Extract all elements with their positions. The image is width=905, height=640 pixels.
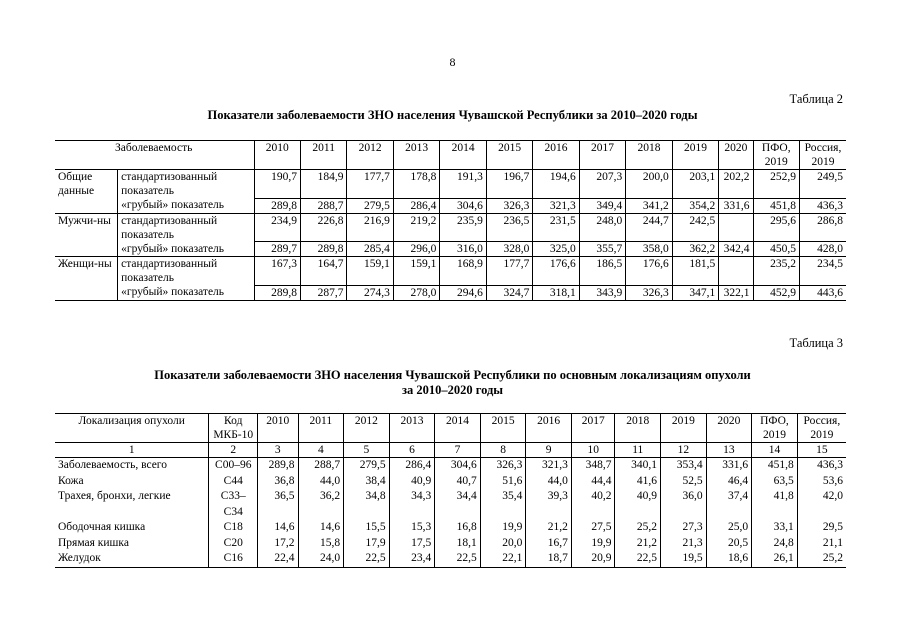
table2-cell: 347,1 — [672, 285, 718, 300]
table3-cell: 34,3 — [389, 489, 435, 520]
table3-cell: 26,1 — [752, 551, 798, 567]
table2-cell: 325,0 — [533, 242, 579, 257]
table2-cell: 318,1 — [533, 285, 579, 300]
table3-row — [55, 520, 846, 536]
table3-row — [55, 551, 846, 567]
table3-column-number: 13 — [706, 443, 752, 458]
table2-cell: 177,7 — [347, 170, 393, 199]
table2-header-year: 2016 — [533, 141, 579, 170]
table2-cell: 216,9 — [347, 213, 393, 242]
page-number: 8 — [449, 55, 456, 69]
table2-cell: 190,7 — [254, 170, 300, 199]
table2-cell: 176,6 — [533, 257, 579, 286]
table2-cell: 196,7 — [486, 170, 532, 199]
table3-row-name: Ободочная кишка — [55, 520, 209, 536]
table2-cell: 450,5 — [753, 242, 799, 257]
table3-header-year: 2014 — [435, 414, 481, 443]
table3-header-year: 2019 — [661, 414, 707, 443]
table3-column-number: 5 — [344, 443, 390, 458]
table2-cell: 358,0 — [626, 242, 672, 257]
table3-cell: 19,9 — [571, 536, 615, 552]
table2-row-label: стандартизованный показатель — [118, 257, 254, 286]
table2-header-year: 2011 — [300, 141, 346, 170]
table3-row-name: Желудок — [55, 551, 209, 567]
table2-cell: 285,4 — [347, 242, 393, 257]
table3-cell: 63,5 — [752, 474, 798, 490]
table3-cell: 41,6 — [615, 474, 661, 490]
table3-cell: 36,5 — [258, 489, 299, 520]
table3-cell: 40,9 — [389, 474, 435, 490]
table2-cell: 176,6 — [626, 257, 672, 286]
table3-cell: 304,6 — [435, 458, 481, 474]
table2-group-label: Общие данные — [55, 170, 118, 214]
table3-cell: 14,6 — [298, 520, 344, 536]
table2-cell: 207,3 — [579, 170, 625, 199]
table2-cell: 428,0 — [800, 242, 847, 257]
table3-header-code: Код МКБ-10 — [209, 414, 258, 443]
table2-cell: 231,5 — [533, 213, 579, 242]
table2-row-label: «грубый» показатель — [118, 242, 254, 257]
table3-header-russia: Россия, 2019 — [797, 414, 846, 443]
table2-cell: 194,6 — [533, 170, 579, 199]
table3-cell: 326,3 — [480, 458, 526, 474]
table3-row-name: Кожа — [55, 474, 209, 490]
table2-cell: 288,7 — [300, 198, 346, 213]
table3-column-number: 11 — [615, 443, 661, 458]
table3-cell: 25,2 — [797, 551, 846, 567]
table2-cell: 343,9 — [579, 285, 625, 300]
table3-cell: 35,4 — [480, 489, 526, 520]
table2-cell: 186,5 — [579, 257, 625, 286]
table3-cell: 21,3 — [661, 536, 707, 552]
table3-header-row — [55, 414, 846, 443]
table3-column-number: 4 — [298, 443, 344, 458]
table2-cell: 286,4 — [393, 198, 439, 213]
table3-cell: 340,1 — [615, 458, 661, 474]
table3-caption: Таблица 3 — [789, 336, 843, 350]
table3-cell: 19,5 — [661, 551, 707, 567]
table3-header-first: Локализация опухоли — [55, 414, 209, 443]
table3-cell: 14,6 — [258, 520, 299, 536]
table2 — [55, 140, 846, 301]
table2-cell: 326,3 — [486, 198, 532, 213]
table2-group-label: Женщи-ны — [55, 257, 118, 301]
table3-title-line1: Показатели заболеваемости ЗНО населения Чувашской Республики по основным локализациям опухоли — [154, 368, 751, 382]
table2-cell: 443,6 — [800, 285, 847, 300]
table3-column-number: 14 — [752, 443, 798, 458]
table3-cell: 15,3 — [389, 520, 435, 536]
table3-cell: 17,2 — [258, 536, 299, 552]
table2-cell: 252,9 — [753, 170, 799, 199]
table2-cell: 324,7 — [486, 285, 532, 300]
table3-column-number: 8 — [480, 443, 526, 458]
table2-header-year: 2020 — [719, 141, 753, 170]
table3-cell: 34,4 — [435, 489, 481, 520]
table3-cell: 36,2 — [298, 489, 344, 520]
table2-cell: 289,8 — [300, 242, 346, 257]
table2-cell: 278,0 — [393, 285, 439, 300]
table3-column-number: 15 — [797, 443, 846, 458]
table2-cell: 191,3 — [440, 170, 486, 199]
table2-header-year: 2013 — [393, 141, 439, 170]
table3-column-number: 3 — [258, 443, 299, 458]
table3-cell: 21,2 — [615, 536, 661, 552]
table3-cell: 15,5 — [344, 520, 390, 536]
table2-cell — [719, 213, 753, 242]
table3-header-year: 2010 — [258, 414, 299, 443]
table3-cell: 18,7 — [526, 551, 572, 567]
table2-cell: 248,0 — [579, 213, 625, 242]
table2-row-label: «грубый» показатель — [118, 285, 254, 300]
table3-cell: 288,7 — [298, 458, 344, 474]
table2-cell: 200,0 — [626, 170, 672, 199]
table3-row-name: Прямая кишка — [55, 536, 209, 552]
table2-header-year: 2014 — [440, 141, 486, 170]
table2-cell: 234,9 — [254, 213, 300, 242]
table2-cell: 451,8 — [753, 198, 799, 213]
table3-cell: 44,4 — [571, 474, 615, 490]
table2-row — [55, 285, 846, 300]
table2-cell: 242,5 — [672, 213, 718, 242]
table3-cell: 18,1 — [435, 536, 481, 552]
table3-cell: 17,5 — [389, 536, 435, 552]
table2-cell: 326,3 — [626, 285, 672, 300]
table3-row — [55, 474, 846, 490]
table3-column-number: 6 — [389, 443, 435, 458]
table2-cell — [719, 257, 753, 286]
table2-row-label: «грубый» показатель — [118, 198, 254, 213]
table3-cell: 436,3 — [797, 458, 846, 474]
table3-row-code: С20 — [209, 536, 258, 552]
table3-cell: 41,8 — [752, 489, 798, 520]
table3-column-number: 9 — [526, 443, 572, 458]
table2-cell: 181,5 — [672, 257, 718, 286]
table3-cell: 289,8 — [258, 458, 299, 474]
table3-cell: 16,8 — [435, 520, 481, 536]
table2-header-year: 2017 — [579, 141, 625, 170]
table3-cell: 33,1 — [752, 520, 798, 536]
table2-row — [55, 170, 846, 199]
table3-cell: 40,9 — [615, 489, 661, 520]
table3-cell: 40,2 — [571, 489, 615, 520]
table2-row — [55, 257, 846, 286]
table2-cell: 202,2 — [719, 170, 753, 199]
table2-cell: 177,7 — [486, 257, 532, 286]
table3-cell: 36,0 — [661, 489, 707, 520]
table3-title — [0, 368, 905, 398]
table2-header-year: 2019 — [672, 141, 718, 170]
table2-cell: 226,8 — [300, 213, 346, 242]
table2-cell: 235,2 — [753, 257, 799, 286]
table2-cell: 178,8 — [393, 170, 439, 199]
table2-cell: 436,3 — [800, 198, 847, 213]
table3-cell: 321,3 — [526, 458, 572, 474]
table3-column-number: 10 — [571, 443, 615, 458]
table2-row — [55, 198, 846, 213]
table2-header-year: 2015 — [486, 141, 532, 170]
table3-title-line2: за 2010–2020 годы — [401, 383, 504, 397]
table2-cell: 203,1 — [672, 170, 718, 199]
table3-cell: 42,0 — [797, 489, 846, 520]
table3-cell: 38,4 — [344, 474, 390, 490]
table3-cell: 24,0 — [298, 551, 344, 567]
table3-header-year: 2018 — [615, 414, 661, 443]
table2-cell: 286,8 — [817, 214, 843, 227]
table2-cell: 164,7 — [300, 257, 346, 286]
table2-cell: 331,6 — [719, 198, 753, 213]
table3-row — [55, 536, 846, 552]
table3-row — [55, 458, 846, 474]
table3-row-code: С44 — [209, 474, 258, 490]
table3-cell: 20,9 — [571, 551, 615, 567]
table3-cell: 51,6 — [480, 474, 526, 490]
table2-cell: 304,6 — [440, 198, 486, 213]
table2-cell: 289,8 — [254, 198, 300, 213]
table2-cell: 354,2 — [672, 198, 718, 213]
table3-cell: 37,4 — [706, 489, 752, 520]
table2-cell: 362,2 — [672, 242, 718, 257]
table3-cell: 17,9 — [344, 536, 390, 552]
table3-cell: 53,6 — [797, 474, 846, 490]
table3-cell: 22,5 — [344, 551, 390, 567]
table2-cell: 249,5 — [817, 171, 843, 183]
table3-header-year: 2015 — [480, 414, 526, 443]
table3-cell: 44,0 — [298, 474, 344, 490]
table3-cell: 348,7 — [571, 458, 615, 474]
table3-cell: 353,4 — [661, 458, 707, 474]
table3-header-year: 2012 — [344, 414, 390, 443]
table3-cell: 23,4 — [389, 551, 435, 567]
table2-cell: 289,8 — [254, 285, 300, 300]
table2-caption: Таблица 2 — [789, 92, 843, 106]
table3-cell: 27,5 — [571, 520, 615, 536]
table2-group-label: Мужчи-ны — [55, 213, 118, 257]
table2-cell: 316,0 — [440, 242, 486, 257]
table2-cell: 321,3 — [533, 198, 579, 213]
table2-cell: 294,6 — [440, 285, 486, 300]
table2-cell: 355,7 — [579, 242, 625, 257]
table3-header-year: 2011 — [298, 414, 344, 443]
table2-cell: 159,1 — [393, 257, 439, 286]
table3-header-year: 2020 — [706, 414, 752, 443]
table2-cell: 167,3 — [254, 257, 300, 286]
table2-header-pfo: ПФО, 2019 — [753, 141, 799, 170]
table3-cell: 19,9 — [480, 520, 526, 536]
table2-cell: 296,0 — [393, 242, 439, 257]
table3-column-number: 2 — [209, 443, 258, 458]
table3-cell: 18,6 — [706, 551, 752, 567]
table2-cell: 235,9 — [440, 213, 486, 242]
table3-cell: 52,5 — [661, 474, 707, 490]
table2-header-year: 2010 — [254, 141, 300, 170]
table3-cell: 22,1 — [480, 551, 526, 567]
table2-header-russia: Россия, 2019 — [804, 142, 842, 168]
table3-cell: 15,8 — [298, 536, 344, 552]
table3-cell: 24,8 — [752, 536, 798, 552]
table2-cell: 159,1 — [347, 257, 393, 286]
table3-cell: 286,4 — [389, 458, 435, 474]
table2-cell: 219,2 — [393, 213, 439, 242]
table3-cell: 16,7 — [526, 536, 572, 552]
table3-header-year: 2016 — [526, 414, 572, 443]
table3 — [55, 413, 846, 568]
table3-cell: 331,6 — [706, 458, 752, 474]
table3-cell: 36,8 — [258, 474, 299, 490]
table3-cell: 40,7 — [435, 474, 481, 490]
table2-cell: 244,7 — [626, 213, 672, 242]
table2-cell: 279,5 — [347, 198, 393, 213]
table3-cell: 34,8 — [344, 489, 390, 520]
table2-cell: 274,3 — [347, 285, 393, 300]
table3-cell: 22,5 — [615, 551, 661, 567]
table3-cell: 451,8 — [752, 458, 798, 474]
table3-row-code: С33–С34 — [209, 489, 258, 520]
table2-cell: 341,2 — [626, 198, 672, 213]
table3-cell: 25,0 — [706, 520, 752, 536]
table3-cell: 20,0 — [480, 536, 526, 552]
table2-row — [55, 213, 846, 242]
table2-title: Показатели заболеваемости ЗНО населения Чувашской Республики за 2010–2020 годы — [207, 108, 698, 122]
table3-cell: 27,3 — [661, 520, 707, 536]
table3-row-code: С00–96 — [209, 458, 258, 474]
table3-row-code: С18 — [209, 520, 258, 536]
table2-row — [55, 242, 846, 257]
table2-cell: 184,9 — [300, 170, 346, 199]
table3-cell: 21,1 — [797, 536, 846, 552]
table2-cell: 234,5 — [817, 258, 843, 270]
table2-header-first: Заболеваемость — [55, 141, 254, 170]
table3-row — [55, 489, 846, 520]
table3-column-number: 7 — [435, 443, 481, 458]
table3-cell: 29,5 — [797, 520, 846, 536]
table2-cell: 236,5 — [486, 213, 532, 242]
table2-cell: 328,0 — [486, 242, 532, 257]
table2-cell: 452,9 — [753, 285, 799, 300]
table3-row-name: Заболеваемость, всего — [55, 458, 209, 474]
table2-header-year: 2018 — [626, 141, 672, 170]
table3-cell: 39,3 — [526, 489, 572, 520]
table2-cell: 287,7 — [300, 285, 346, 300]
table3-cell: 279,5 — [344, 458, 390, 474]
table3-column-numbers-row — [55, 443, 846, 458]
table3-header-year: 2013 — [389, 414, 435, 443]
table2-cell: 349,4 — [579, 198, 625, 213]
table2-cell: 342,4 — [719, 242, 753, 257]
table2-cell: 295,6 — [753, 213, 799, 242]
table2-header-year: 2012 — [347, 141, 393, 170]
table2-cell: 289,7 — [254, 242, 300, 257]
table3-row-code: С16 — [209, 551, 258, 567]
table2-row-label: стандартизованный показатель — [118, 170, 254, 199]
table3-header-year: 2017 — [571, 414, 615, 443]
table3-cell: 22,4 — [258, 551, 299, 567]
table3-cell: 22,5 — [435, 551, 481, 567]
table3-cell: 20,5 — [706, 536, 752, 552]
table3-row-name: Трахея, бронхи, легкие — [55, 489, 209, 520]
table3-column-number: 1 — [55, 443, 209, 458]
table2-cell: 322,1 — [719, 285, 753, 300]
table3-column-number: 12 — [661, 443, 707, 458]
table2-header-row — [55, 141, 846, 170]
table3-cell: 25,2 — [615, 520, 661, 536]
table3-header-pfo: ПФО, 2019 — [752, 414, 798, 443]
table3-cell: 21,2 — [526, 520, 572, 536]
table2-row-label: стандартизованный показатель — [118, 213, 254, 242]
table3-cell: 46,4 — [706, 474, 752, 490]
table2-cell: 168,9 — [440, 257, 486, 286]
table3-cell: 44,0 — [526, 474, 572, 490]
